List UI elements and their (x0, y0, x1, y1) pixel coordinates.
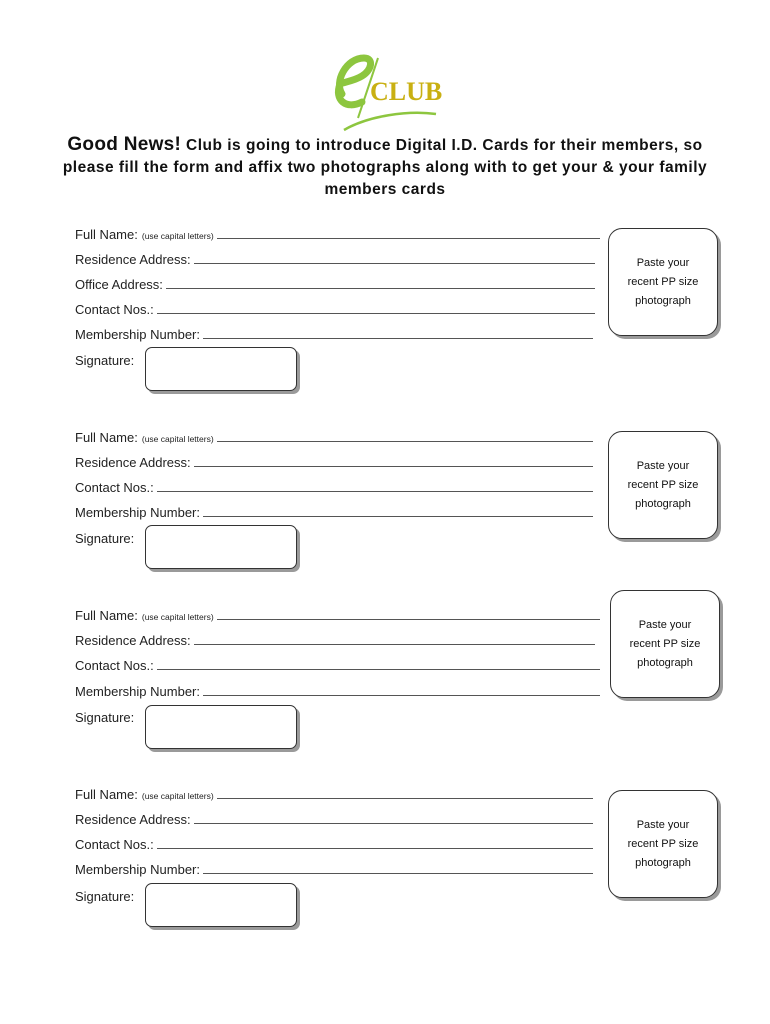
contact-nos-label: Contact Nos.: (75, 302, 154, 317)
full-name-input-line[interactable] (217, 441, 593, 442)
photo-box[interactable] (610, 590, 720, 698)
contact-nos-label: Contact Nos.: (75, 480, 154, 495)
full-name-field[interactable] (75, 222, 600, 242)
residence-address-label: Residence Address: (75, 252, 191, 267)
full-name-input-line[interactable] (217, 238, 600, 239)
signature-label: Signature: (75, 889, 135, 904)
signature-label-row (75, 705, 155, 725)
signature-label-row (75, 526, 155, 546)
residence-address-label: Residence Address: (75, 812, 191, 827)
capital-letters-note: (use capital letters) (141, 791, 214, 801)
residence-address-label: Residence Address: (75, 633, 191, 648)
photo-box-line-3: photograph (635, 497, 691, 510)
full-name-field[interactable] (75, 782, 593, 802)
full-name-input-line[interactable] (217, 619, 600, 620)
photo-box-line-3: photograph (635, 856, 691, 869)
full-name-field[interactable] (75, 425, 593, 445)
membership-number-input-line[interactable] (203, 338, 593, 339)
photo-box-line-1: Paste your (636, 818, 690, 831)
residence-address-input-line[interactable] (194, 823, 593, 824)
signature-box[interactable] (145, 705, 297, 749)
membership-number-label: Membership Number: (75, 862, 200, 877)
photo-box-line-1: Paste your (636, 459, 690, 472)
photo-box-line-1: Paste your (638, 618, 692, 631)
signature-label: Signature: (75, 353, 135, 368)
membership-number-label: Membership Number: (75, 505, 200, 520)
capital-letters-note: (use capital letters) (141, 612, 214, 622)
full-name-label: Full Name: (75, 430, 138, 445)
full-name-label: Full Name: (75, 787, 138, 802)
photo-box[interactable] (608, 431, 718, 539)
contact-nos-label: Contact Nos.: (75, 658, 154, 673)
membership-number-input-line[interactable] (203, 516, 593, 517)
full-name-label: Full Name: (75, 608, 138, 623)
full-name-field[interactable] (75, 603, 600, 623)
photo-box-line-2: recent PP size (627, 275, 699, 288)
office-address-input-line[interactable] (166, 288, 595, 289)
signature-label: Signature: (75, 710, 135, 725)
photo-box[interactable] (608, 790, 718, 898)
full-name-input-line[interactable] (217, 798, 593, 799)
residence-address-field[interactable] (75, 247, 595, 267)
logo-text: CLUB (370, 77, 442, 106)
residence-address-input-line[interactable] (194, 263, 595, 264)
signature-label-row (75, 884, 155, 904)
contact-nos-field[interactable] (75, 297, 595, 317)
signature-box[interactable] (145, 883, 297, 927)
photo-box[interactable] (608, 228, 718, 336)
eclub-logo (328, 52, 442, 132)
membership-number-field[interactable] (75, 322, 593, 342)
photo-box-line-2: recent PP size (629, 637, 701, 650)
headline-lead: Good News! (67, 134, 182, 155)
contact-nos-field[interactable] (75, 653, 600, 673)
photo-box-line-3: photograph (635, 294, 691, 307)
signature-label: Signature: (75, 531, 135, 546)
contact-nos-input-line[interactable] (157, 848, 593, 849)
residence-address-field[interactable] (75, 628, 595, 648)
photo-box-line-2: recent PP size (627, 837, 699, 850)
membership-number-field[interactable] (75, 679, 600, 699)
contact-nos-label: Contact Nos.: (75, 837, 154, 852)
announcement-headline (60, 134, 710, 201)
residence-address-field[interactable] (75, 807, 593, 827)
signature-box[interactable] (145, 347, 297, 391)
membership-number-label: Membership Number: (75, 327, 200, 342)
membership-number-field[interactable] (75, 857, 593, 877)
membership-number-input-line[interactable] (203, 695, 600, 696)
residence-address-input-line[interactable] (194, 644, 595, 645)
eclub-logo-mark (328, 52, 442, 132)
headline-text: Club is going to introduce Digital I.D. Cards for their members, so please fill the form and affix two photographs along with to get your & your family members cards (62, 137, 708, 198)
full-name-label: Full Name: (75, 227, 138, 242)
photo-box-line-1: Paste your (636, 256, 690, 269)
residence-address-input-line[interactable] (194, 466, 593, 467)
office-address-field[interactable] (75, 272, 595, 292)
signature-box[interactable] (145, 525, 297, 569)
contact-nos-field[interactable] (75, 475, 593, 495)
contact-nos-input-line[interactable] (157, 669, 600, 670)
contact-nos-field[interactable] (75, 832, 593, 852)
photo-box-line-2: recent PP size (627, 478, 699, 491)
membership-number-label: Membership Number: (75, 684, 200, 699)
capital-letters-note: (use capital letters) (141, 231, 214, 241)
membership-number-input-line[interactable] (203, 873, 593, 874)
signature-label-row (75, 348, 155, 368)
capital-letters-note: (use capital letters) (141, 434, 214, 444)
contact-nos-input-line[interactable] (157, 313, 595, 314)
contact-nos-input-line[interactable] (157, 491, 593, 492)
residence-address-label: Residence Address: (75, 455, 191, 470)
office-address-label: Office Address: (75, 277, 163, 292)
membership-number-field[interactable] (75, 500, 593, 520)
residence-address-field[interactable] (75, 450, 593, 470)
photo-box-line-3: photograph (637, 656, 693, 669)
